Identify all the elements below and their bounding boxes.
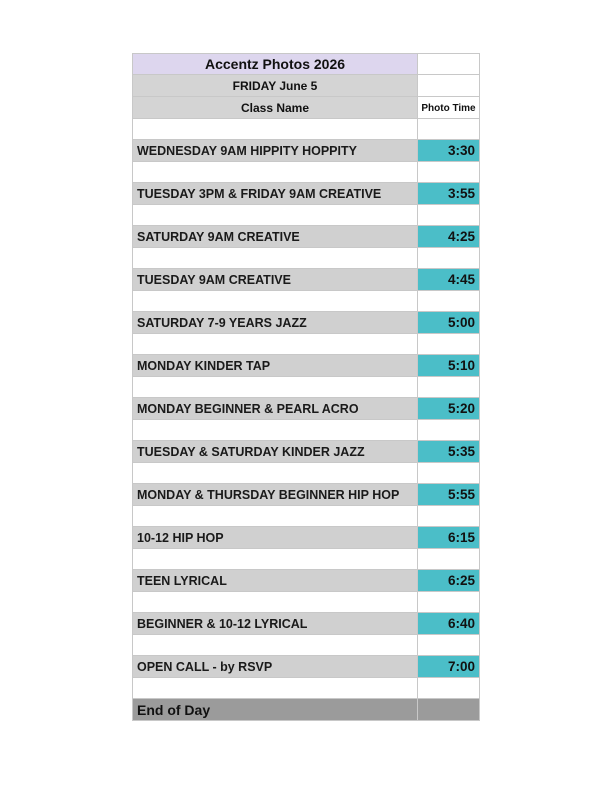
class-name: MONDAY KINDER TAP — [132, 355, 417, 377]
class-name: TUESDAY & SATURDAY KINDER JAZZ — [132, 441, 417, 463]
blank-cell — [417, 678, 480, 699]
photo-time: 6:15 — [417, 527, 480, 549]
spacer-row — [132, 549, 480, 570]
class-name: TUESDAY 9AM CREATIVE — [132, 269, 417, 291]
class-name-header: Class Name — [132, 97, 417, 119]
class-name: TUESDAY 3PM & FRIDAY 9AM CREATIVE — [132, 183, 417, 205]
blank-cell — [132, 119, 417, 140]
blank-cell — [132, 506, 417, 527]
class-row — [132, 398, 480, 420]
spacer-row — [132, 119, 480, 140]
blank-cell — [417, 75, 480, 97]
blank-cell — [132, 377, 417, 398]
spacer-row — [132, 506, 480, 527]
photo-time: 6:40 — [417, 613, 480, 635]
blank-cell — [132, 678, 417, 699]
class-row — [132, 140, 480, 162]
spacer-row — [132, 291, 480, 312]
blank-cell — [417, 635, 480, 656]
spacer-row — [132, 248, 480, 269]
photo-time: 5:10 — [417, 355, 480, 377]
date-row — [132, 75, 480, 97]
blank-cell — [417, 463, 480, 484]
blank-cell — [417, 119, 480, 140]
blank-cell — [417, 377, 480, 398]
class-name: WEDNESDAY 9AM HIPPITY HOPPITY — [132, 140, 417, 162]
blank-cell — [417, 53, 480, 75]
schedule-date: FRIDAY June 5 — [132, 75, 417, 97]
class-row — [132, 527, 480, 549]
class-row — [132, 183, 480, 205]
spacer-row — [132, 334, 480, 355]
schedule-sheet — [132, 53, 480, 721]
class-name: BEGINNER & 10-12 LYRICAL — [132, 613, 417, 635]
blank-cell — [132, 334, 417, 355]
class-row — [132, 656, 480, 678]
blank-cell — [132, 549, 417, 570]
blank-cell — [417, 420, 480, 441]
spacer-row — [132, 420, 480, 441]
class-row — [132, 269, 480, 291]
spacer-row — [132, 635, 480, 656]
blank-cell — [417, 205, 480, 226]
spacer-row — [132, 162, 480, 183]
class-name: SATURDAY 9AM CREATIVE — [132, 226, 417, 248]
photo-time: 4:45 — [417, 269, 480, 291]
photo-time: 5:20 — [417, 398, 480, 420]
class-name: MONDAY & THURSDAY BEGINNER HIP HOP — [132, 484, 417, 506]
photo-time: 7:00 — [417, 656, 480, 678]
class-row — [132, 441, 480, 463]
spacer-row — [132, 377, 480, 398]
blank-cell — [132, 635, 417, 656]
blank-cell — [132, 205, 417, 226]
blank-cell — [132, 291, 417, 312]
blank-cell — [132, 592, 417, 613]
class-name: SATURDAY 7-9 YEARS JAZZ — [132, 312, 417, 334]
photo-time: 5:00 — [417, 312, 480, 334]
photo-time: 4:25 — [417, 226, 480, 248]
photo-time: 3:30 — [417, 140, 480, 162]
class-row — [132, 613, 480, 635]
end-of-day-row — [132, 699, 480, 721]
blank-cell — [417, 592, 480, 613]
photo-time: 6:25 — [417, 570, 480, 592]
class-list — [132, 119, 480, 678]
class-name: TEEN LYRICAL — [132, 570, 417, 592]
class-name: OPEN CALL - by RSVP — [132, 656, 417, 678]
blank-cell — [132, 463, 417, 484]
blank-cell — [417, 162, 480, 183]
class-row — [132, 312, 480, 334]
column-header-row — [132, 97, 480, 119]
blank-cell — [417, 291, 480, 312]
spacer-row — [132, 678, 480, 699]
blank-cell — [417, 549, 480, 570]
blank-cell — [417, 699, 480, 721]
photo-time: 5:55 — [417, 484, 480, 506]
photo-time-header: Photo Time — [417, 97, 480, 119]
blank-cell — [417, 334, 480, 355]
photo-time: 5:35 — [417, 441, 480, 463]
class-name: 10-12 HIP HOP — [132, 527, 417, 549]
end-of-day-label: End of Day — [132, 699, 417, 721]
photo-time: 3:55 — [417, 183, 480, 205]
spacer-row — [132, 592, 480, 613]
blank-cell — [417, 506, 480, 527]
sheet-title: Accentz Photos 2026 — [132, 53, 417, 75]
class-name: MONDAY BEGINNER & PEARL ACRO — [132, 398, 417, 420]
title-row — [132, 53, 480, 75]
class-row — [132, 570, 480, 592]
spacer-row — [132, 205, 480, 226]
blank-cell — [417, 248, 480, 269]
class-row — [132, 355, 480, 377]
class-row — [132, 484, 480, 506]
spacer-row — [132, 463, 480, 484]
class-row — [132, 226, 480, 248]
blank-cell — [132, 420, 417, 441]
blank-cell — [132, 248, 417, 269]
blank-cell — [132, 162, 417, 183]
